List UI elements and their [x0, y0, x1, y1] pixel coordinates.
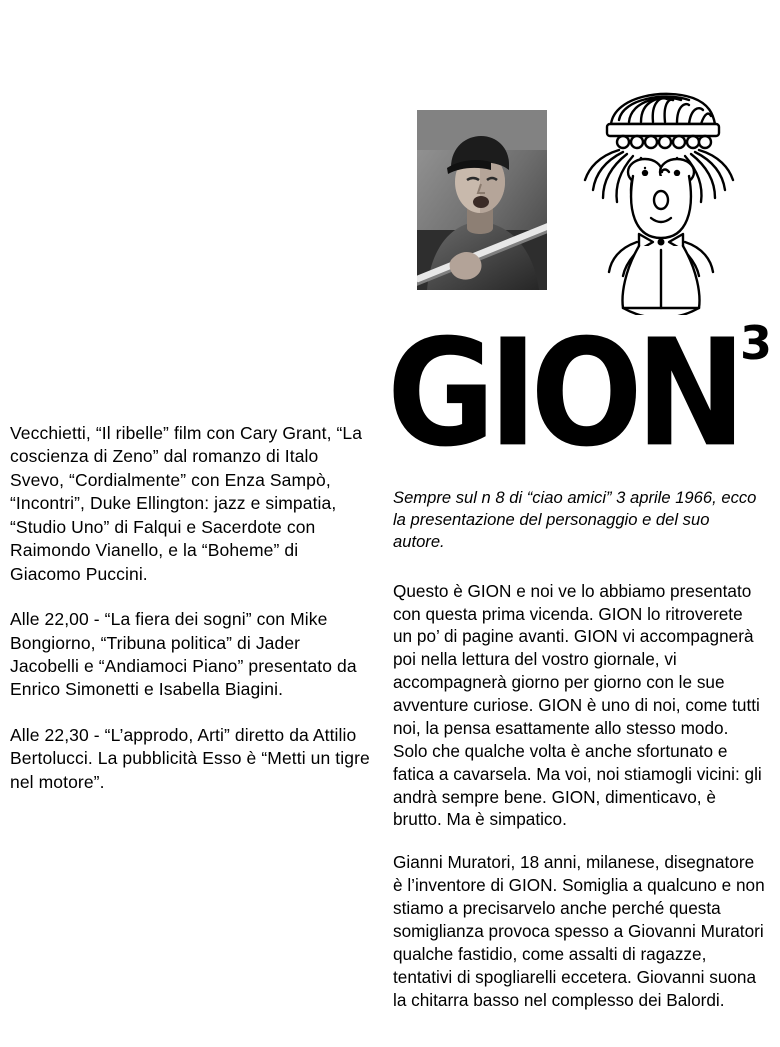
publication-title: GION	[387, 307, 740, 481]
right-text-column	[393, 487, 765, 1031]
gion-mascot-icon	[553, 80, 768, 315]
caption: Sempre sul n 8 di “ciao amici” 3 aprile 1966, ecco la presentazione del personaggio e del suo autore.	[393, 488, 757, 552]
author-photo	[417, 110, 547, 290]
issue-number: 3	[740, 316, 773, 370]
masthead	[387, 80, 773, 481]
paragraph: Questo è GION e noi ve lo abbiamo presentato con questa prima vicenda. GION lo ritroverete un po’ di pagine avanti. GION vi accompagnerà poi nella lettura del vostro giornale, vi accompagnerà giorno per giorno con le sue avventure curiose. GION è uno di noi, come tutti noi, la pensa esattamente allo stesso modo. Solo che qualche volta è anche sfortunato e fatica a cavarsela. Ma voi, noi stiamogli vicini: gli andrà sempre bene. GION, dimenticavo, è brutto. Ma è simpatico.	[393, 580, 762, 830]
paragraph: Alle 22,30 - “L’approdo, Arti” diretto da Attilio Bertolucci. La pubblicità Esso è “Metti un tigre nel motore”.	[10, 724, 370, 792]
paragraph: Vecchietti, “Il ribelle” film con Cary Grant, “La coscienza di Zeno” dal romanzo di Italo Svevo, “Cordialmente” con Enza Sampò, “Incontri”, Duke Ellington: jazz e simpatia, “Studio Uno” di Falqui e Sacerdote con Raimondo Vianello, e la “Boheme” di Giacomo Puccini.	[10, 423, 363, 584]
paragraph: Alle 22,00 - “La fiera dei sogni” con Mike Bongiorno, “Tribuna politica” di Jader Jacobelli e “Andiamoci Piano” presentato da Enrico Simonetti e Isabella Biagini.	[10, 609, 357, 700]
left-text-column	[10, 422, 372, 816]
paragraph: Gianni Muratori, 18 anni, milanese, disegnatore è l’inventore di GION. Somiglia a qualcuno e non stiamo a precisarvelo anche perché questa somiglianza provoca spesso a Giovanni Muratori qualche fastidio, come assalti di ragazze, tentativi di spogliarelli eccetera. Giovanni suona la chitarra basso nel complesso dei Balordi.	[393, 852, 765, 1010]
